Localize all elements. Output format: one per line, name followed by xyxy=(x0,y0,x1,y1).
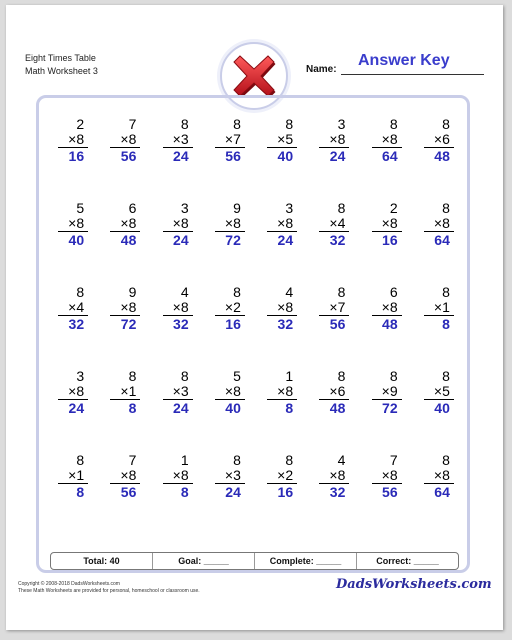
problem-multiplier: ×5 xyxy=(424,384,454,400)
problem-stack xyxy=(267,369,297,416)
problem-top-number: 8 xyxy=(285,116,294,132)
problem-multiplier: ×8 xyxy=(424,468,454,484)
problem-item xyxy=(308,201,360,285)
problem-top-number: 8 xyxy=(389,116,398,132)
problem-answer: 48 xyxy=(329,400,346,416)
problem-answer: 8 xyxy=(76,484,85,500)
problem-top-number: 1 xyxy=(285,368,294,384)
problem-multiplier: ×3 xyxy=(163,132,193,148)
problem-item xyxy=(99,285,151,369)
problem-top-number: 3 xyxy=(337,116,346,132)
problem-item xyxy=(308,117,360,201)
correct-field: Correct: _____ xyxy=(356,553,458,569)
worksheet-subtitle: Math Worksheet 3 xyxy=(25,66,98,76)
problem-item xyxy=(204,453,256,537)
problem-multiplier: ×8 xyxy=(372,468,402,484)
problem-multiplier: ×4 xyxy=(58,300,88,316)
problem-answer: 48 xyxy=(382,316,398,332)
problem-item xyxy=(47,453,99,537)
problem-stack xyxy=(110,453,140,500)
problem-answer: 24 xyxy=(68,400,85,416)
problem-multiplier: ×8 xyxy=(163,216,193,232)
problem-stack xyxy=(110,201,140,248)
problem-answer: 32 xyxy=(68,316,85,332)
problem-stack xyxy=(163,453,193,500)
problem-item xyxy=(256,285,308,369)
problem-top-number: 8 xyxy=(233,284,241,300)
problem-answer: 64 xyxy=(434,232,450,248)
problem-top-number: 9 xyxy=(233,200,241,216)
problem-top-number: 8 xyxy=(389,368,398,384)
problem-item xyxy=(152,117,204,201)
problem-answer: 40 xyxy=(277,148,294,164)
problem-stack xyxy=(424,285,454,332)
problem-multiplier: ×2 xyxy=(215,300,245,316)
problem-multiplier: ×8 xyxy=(267,384,297,400)
problem-item xyxy=(256,117,308,201)
problem-top-number: 6 xyxy=(128,200,137,216)
problem-item xyxy=(361,117,413,201)
problem-item xyxy=(204,285,256,369)
problem-stack xyxy=(163,285,193,332)
problem-top-number: 4 xyxy=(180,284,189,300)
problem-stack xyxy=(319,285,349,332)
problem-item xyxy=(256,369,308,453)
goal-field: Goal: _____ xyxy=(152,553,254,569)
problem-top-number: 5 xyxy=(76,200,85,216)
problem-answer: 40 xyxy=(434,400,450,416)
problem-multiplier: ×1 xyxy=(110,384,140,400)
problem-multiplier: ×3 xyxy=(163,384,193,400)
total-count: Total: 40 xyxy=(83,556,120,566)
copyright-text: Copyright © 2008-2018 DadsWorksheets.com xyxy=(18,581,120,587)
problem-multiplier: ×8 xyxy=(163,300,193,316)
problem-item xyxy=(47,117,99,201)
problem-answer: 72 xyxy=(120,316,137,332)
problem-top-number: 3 xyxy=(76,368,85,384)
problem-answer: 56 xyxy=(120,148,137,164)
problem-top-number: 9 xyxy=(128,284,137,300)
problem-answer: 48 xyxy=(434,148,450,164)
disclaimer-text: These Math Worksheets are provided for personal, homeschool or classroom use. xyxy=(18,588,200,594)
problem-top-number: 2 xyxy=(389,200,398,216)
problem-answer: 32 xyxy=(277,316,294,332)
problem-multiplier: ×8 xyxy=(215,216,245,232)
problem-stack xyxy=(163,117,193,164)
problem-multiplier: ×5 xyxy=(267,132,297,148)
problem-multiplier: ×8 xyxy=(372,300,402,316)
problem-stack xyxy=(58,201,88,248)
problem-top-number: 8 xyxy=(442,368,450,384)
problem-answer: 24 xyxy=(173,232,189,248)
problem-multiplier: ×8 xyxy=(58,216,88,232)
problem-stack xyxy=(215,117,245,164)
problem-answer: 32 xyxy=(329,484,346,500)
problem-item xyxy=(99,201,151,285)
problem-item xyxy=(99,117,151,201)
problem-top-number: 7 xyxy=(389,452,398,468)
problem-item xyxy=(152,453,204,537)
problem-item xyxy=(413,369,465,453)
problem-answer: 56 xyxy=(382,484,398,500)
problem-stack xyxy=(163,369,193,416)
problem-top-number: 8 xyxy=(128,368,137,384)
problem-top-number: 8 xyxy=(442,200,450,216)
problem-top-number: 8 xyxy=(337,368,346,384)
problem-top-number: 1 xyxy=(180,452,189,468)
problem-stack xyxy=(319,201,349,248)
problem-item xyxy=(47,285,99,369)
problem-answer: 40 xyxy=(68,232,85,248)
problem-answer: 48 xyxy=(120,232,137,248)
problem-stack xyxy=(319,369,349,416)
problem-item xyxy=(152,285,204,369)
problem-answer: 16 xyxy=(382,232,398,248)
problem-stack xyxy=(424,201,454,248)
problem-stack xyxy=(215,201,245,248)
problem-answer: 40 xyxy=(225,400,241,416)
problem-top-number: 8 xyxy=(337,200,346,216)
problem-stack xyxy=(58,285,88,332)
problem-multiplier: ×7 xyxy=(215,132,245,148)
problem-stack xyxy=(110,117,140,164)
problem-stack xyxy=(267,201,297,248)
problem-multiplier: ×8 xyxy=(110,216,140,232)
problem-item xyxy=(308,369,360,453)
problem-stack xyxy=(267,285,297,332)
problem-multiplier: ×8 xyxy=(58,384,88,400)
problem-item xyxy=(204,201,256,285)
problem-multiplier: ×1 xyxy=(58,468,88,484)
problem-answer: 8 xyxy=(180,484,189,500)
score-bar xyxy=(50,552,459,570)
problem-answer: 24 xyxy=(225,484,241,500)
problem-stack xyxy=(215,285,245,332)
problem-top-number: 8 xyxy=(76,452,85,468)
problem-stack xyxy=(372,201,402,248)
problem-stack xyxy=(110,369,140,416)
problem-multiplier: ×3 xyxy=(215,468,245,484)
problem-top-number: 6 xyxy=(389,284,398,300)
problem-multiplier: ×8 xyxy=(110,132,140,148)
problem-top-number: 8 xyxy=(233,116,241,132)
problem-top-number: 2 xyxy=(76,116,85,132)
problem-answer: 56 xyxy=(120,484,137,500)
brand-logo: DadsWorksheets.com xyxy=(336,577,492,592)
problem-item xyxy=(413,117,465,201)
problem-multiplier: ×7 xyxy=(319,300,349,316)
problem-answer: 24 xyxy=(277,232,294,248)
problem-multiplier: ×8 xyxy=(372,132,402,148)
problem-item xyxy=(204,369,256,453)
problem-stack xyxy=(319,117,349,164)
problem-stack xyxy=(372,117,402,164)
problem-answer: 64 xyxy=(434,484,450,500)
problem-top-number: 8 xyxy=(442,284,450,300)
problem-answer: 24 xyxy=(329,148,346,164)
problem-item xyxy=(152,369,204,453)
problem-item xyxy=(361,201,413,285)
problem-item xyxy=(361,453,413,537)
problem-answer: 16 xyxy=(277,484,294,500)
problem-top-number: 8 xyxy=(76,284,85,300)
problem-item xyxy=(99,453,151,537)
problem-top-number: 7 xyxy=(128,116,137,132)
problem-multiplier: ×8 xyxy=(58,132,88,148)
problem-multiplier: ×8 xyxy=(267,300,297,316)
problem-top-number: 5 xyxy=(233,368,241,384)
problem-stack xyxy=(215,369,245,416)
problem-multiplier: ×8 xyxy=(110,300,140,316)
name-line xyxy=(341,74,484,75)
problem-stack xyxy=(424,117,454,164)
problem-multiplier: ×9 xyxy=(372,384,402,400)
problem-multiplier: ×8 xyxy=(267,216,297,232)
problem-item xyxy=(413,201,465,285)
problem-item xyxy=(308,285,360,369)
problem-top-number: 3 xyxy=(180,200,189,216)
problem-top-number: 8 xyxy=(337,284,346,300)
problem-top-number: 8 xyxy=(233,452,241,468)
problem-multiplier: ×8 xyxy=(424,216,454,232)
answer-key-label: Answer Key xyxy=(358,52,450,69)
problem-item xyxy=(413,453,465,537)
problem-top-number: 8 xyxy=(180,368,189,384)
problem-top-number: 3 xyxy=(285,200,294,216)
problem-answer: 72 xyxy=(225,232,241,248)
problem-answer: 8 xyxy=(442,316,450,332)
problem-answer: 32 xyxy=(173,316,189,332)
problem-stack xyxy=(163,201,193,248)
problem-multiplier: ×2 xyxy=(267,468,297,484)
problem-answer: 16 xyxy=(68,148,85,164)
problem-multiplier: ×8 xyxy=(319,468,349,484)
problem-multiplier: ×1 xyxy=(424,300,454,316)
problem-answer: 72 xyxy=(382,400,398,416)
problem-item xyxy=(99,369,151,453)
problem-answer: 56 xyxy=(225,148,241,164)
problem-stack xyxy=(372,285,402,332)
problem-top-number: 8 xyxy=(442,452,450,468)
problem-multiplier: ×8 xyxy=(110,468,140,484)
problem-top-number: 4 xyxy=(285,284,294,300)
problem-answer: 32 xyxy=(329,232,346,248)
problem-answer: 24 xyxy=(173,400,189,416)
problem-stack xyxy=(58,369,88,416)
problem-answer: 64 xyxy=(382,148,398,164)
problem-item xyxy=(361,369,413,453)
problem-multiplier: ×8 xyxy=(215,384,245,400)
problem-item xyxy=(47,369,99,453)
problem-stack xyxy=(267,117,297,164)
problem-stack xyxy=(372,369,402,416)
problem-item xyxy=(256,453,308,537)
worksheet-title: Eight Times Table xyxy=(25,53,96,63)
problem-item xyxy=(152,201,204,285)
red-x-icon xyxy=(230,52,278,100)
problem-multiplier: ×8 xyxy=(319,132,349,148)
problem-top-number: 8 xyxy=(442,116,450,132)
problem-stack xyxy=(424,453,454,500)
problem-stack xyxy=(110,285,140,332)
problem-item xyxy=(308,453,360,537)
complete-field: Complete: _____ xyxy=(254,553,356,569)
problem-stack xyxy=(58,453,88,500)
problem-answer: 24 xyxy=(173,148,189,164)
problem-answer: 16 xyxy=(225,316,241,332)
problem-top-number: 4 xyxy=(337,452,346,468)
problem-stack xyxy=(215,453,245,500)
problem-multiplier: ×6 xyxy=(424,132,454,148)
problem-item xyxy=(256,201,308,285)
problem-item xyxy=(361,285,413,369)
problem-item xyxy=(204,117,256,201)
problem-multiplier: ×8 xyxy=(163,468,193,484)
problem-top-number: 7 xyxy=(128,452,137,468)
problem-item xyxy=(413,285,465,369)
problem-stack xyxy=(58,117,88,164)
problem-top-number: 8 xyxy=(180,116,189,132)
problem-multiplier: ×4 xyxy=(319,216,349,232)
problem-stack xyxy=(372,453,402,500)
problem-answer: 8 xyxy=(285,400,294,416)
problems-grid xyxy=(47,117,465,537)
problem-answer: 56 xyxy=(329,316,346,332)
problem-stack xyxy=(267,453,297,500)
name-label: Name: xyxy=(306,64,337,75)
problem-top-number: 8 xyxy=(285,452,294,468)
problem-multiplier: ×8 xyxy=(372,216,402,232)
problem-stack xyxy=(424,369,454,416)
problem-answer: 8 xyxy=(128,400,137,416)
problem-item xyxy=(47,201,99,285)
problem-multiplier: ×6 xyxy=(319,384,349,400)
problem-stack xyxy=(319,453,349,500)
